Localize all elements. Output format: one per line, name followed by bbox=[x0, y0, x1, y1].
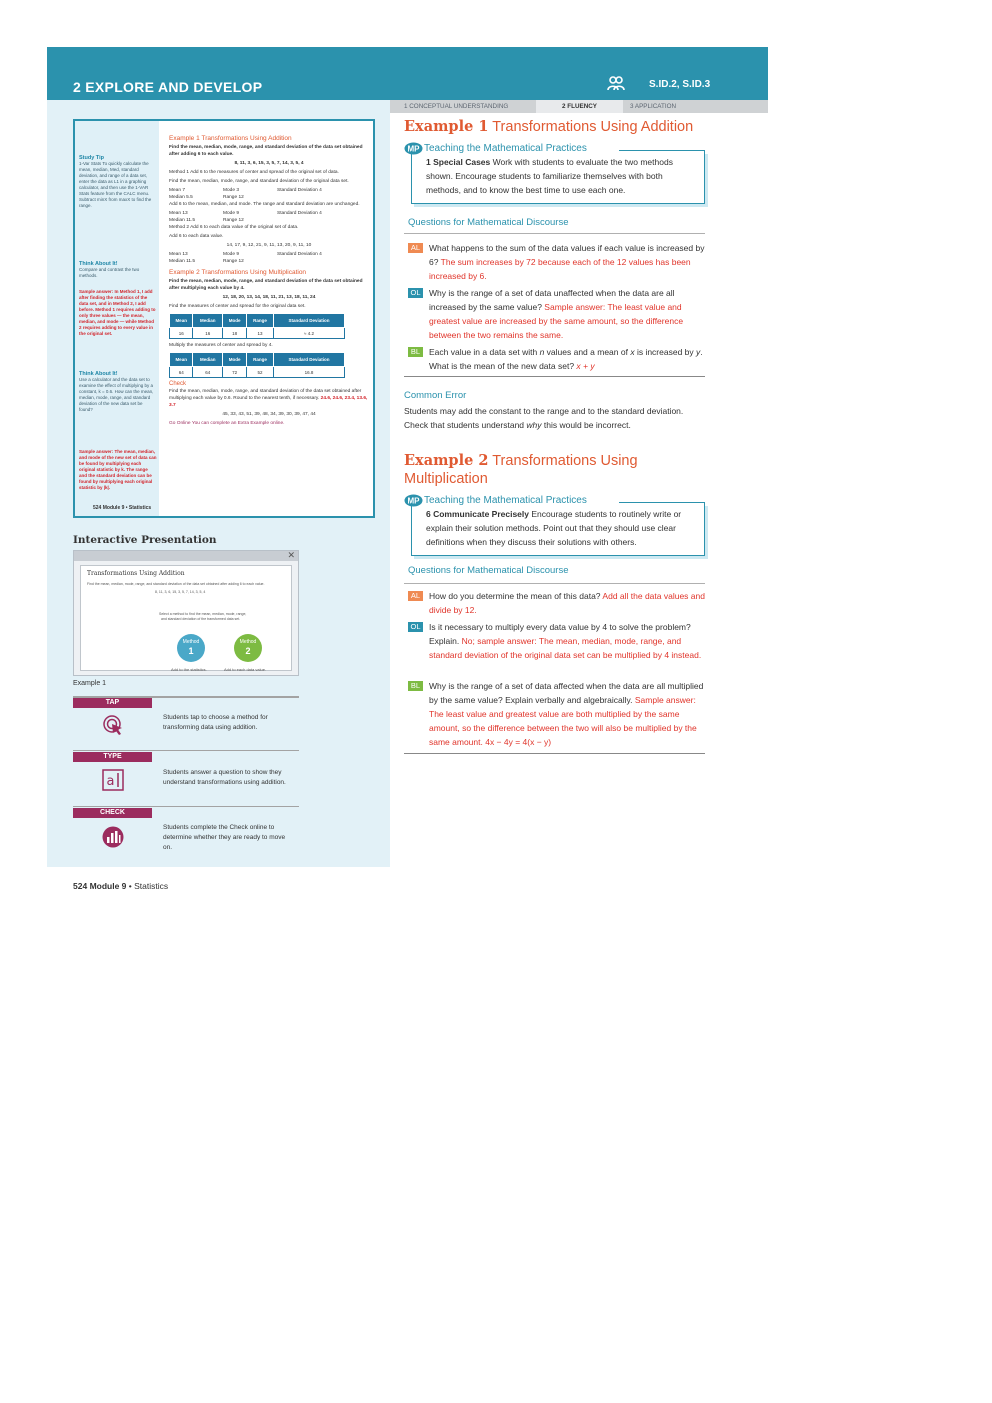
screen-caption: Example 1 bbox=[73, 680, 107, 687]
example-2-heading: Example 2 Transformations Using Multiplication bbox=[404, 452, 638, 487]
mp-box: 1 Special Cases Work with students to evaluate the two methods shown. Encourage students to familiarize themselves with both methods, and to know the best time to use each one. bbox=[411, 151, 705, 204]
section-banner bbox=[47, 47, 768, 100]
think-about-it-2: Think About It! Use a calculator and the data set to examine the effect of multiplying by a constant, k = 0.6. How can the mean, median, mode, range, and standard deviation of the new data set be found? bbox=[79, 371, 154, 412]
type-icon bbox=[102, 769, 124, 791]
think-about-it-1: Think About It! Compare and contrast the two methods. bbox=[79, 261, 140, 278]
close-icon[interactable]: ✕ bbox=[287, 550, 295, 560]
mp-title: Teaching the Mathematical Practices bbox=[424, 143, 587, 154]
interactive-presentation-title: Interactive Presentation bbox=[73, 534, 217, 546]
student-page-sidebar bbox=[75, 121, 159, 516]
step-application: 3 APPLICATION bbox=[630, 103, 677, 110]
tap-label: TAP bbox=[73, 698, 152, 708]
check-label: CHECK bbox=[73, 808, 152, 818]
mp-box: 6 Communicate Precisely Encourage students to routinely write or explain their solution methods. Point out that they should use clear definitions when they discuss their solutions with others. bbox=[411, 503, 705, 556]
example-1-heading: Example 1 Transformations Using Addition bbox=[404, 118, 694, 135]
question-ol: OL Is it necessary to multiply every data value by 4 to solve the problem? Explain. No; sample answer: The mean, median, mode, range, and standard deviation of the original data set can be multiplied by 4 instead. bbox=[408, 620, 705, 662]
stats-table-original: Mean Median Mode Range Standard Deviation 16 16 18 13 ≈ 4.2 bbox=[169, 313, 345, 339]
interactive-presentation-screen[interactable] bbox=[73, 550, 299, 676]
think-answer-2: Sample answer: The mean, median, and mode of the new set of data can be found by multiplying each original statistic by k. The range and the standard deviation can be found by multiplying each original statistic by |k|. bbox=[79, 449, 157, 490]
screen-content: Transformations Using Addition Find the mean, median, mode, range, and standard deviation of the data set obtained after adding 6 to each value. 8, 11, 3, 6, 15, 3, 5, 7, 14, 3, 5, 4 Select a method to find the mean, median, mode, range, and standard deviation of the transformed data set. Method 1 Method 2 Add to the statistics. Add to each data value. bbox=[80, 565, 292, 671]
step-fluency: 2 FLUENCY bbox=[536, 100, 623, 113]
student-page-footer: 524 Module 9 • Statistics bbox=[93, 505, 152, 511]
question-al: AL How do you determine the mean of this data? Add all the data values and divide by 12. bbox=[408, 589, 705, 617]
tools-rule bbox=[73, 750, 299, 751]
question-al: AL What happens to the sum of the data values if each value is increased by 6? The sum increases by 72 because each of the 12 values has been increased by 6. bbox=[408, 241, 705, 283]
student-page-thumbnail bbox=[73, 119, 375, 518]
discourse-heading: Questions for Mathematical Discourse bbox=[408, 565, 569, 576]
svg-text:a: a bbox=[106, 774, 115, 789]
common-error-text: Students may add the constant to the range and to the standard deviation. Check that students understand why this would be incorrect. bbox=[404, 406, 684, 430]
study-tip: Study Tip 1-Var Stats To quickly calculate the mean, median, Med, standard deviation, and range of a data set, enter the data as L1 in a graphing calculator, and then use the 1-VAR Stats feature from the CALC menu. Subtract minX from maxX to find the range. bbox=[79, 155, 152, 208]
question-ol: OL Why is the range of a set of data unaffected when the data are all increased by the same value? Sample answer: The least value and greatest value are increased by the same amount, so the difference between the two remains the same. bbox=[408, 286, 705, 342]
stats-table-transformed: Mean Median Mode Range Standard Deviation 64 64 72 52 16.8 bbox=[169, 352, 345, 378]
think-answer-1: Sample answer: In Method 1, I add after finding the statistics of the data set, and in Method 2, I add before. Method 1 requires adding to only three values — the mean, median, and mode — while Method 2 requires adding to every value in the original set. bbox=[79, 289, 156, 336]
tap-description: Students tap to choose a method for transforming data using addition. bbox=[163, 714, 268, 731]
step-conceptual: 1 CONCEPTUAL UNDERSTANDING bbox=[404, 103, 509, 110]
question-bl: BL Why is the range of a set of data affected when the data are all multiplied by the same value? Explain verbally and algebraically. Sample answer: The least value and greatest value are both multiplied by the same amount, so the difference between the two will also be multiplied by the same amount. 4x − 4y = 4(x − y) bbox=[408, 679, 705, 749]
method-1-button[interactable]: Method 1 bbox=[177, 634, 205, 662]
question-bl: BL Each value in a data set with n values and a mean of x is increased by y. What is the mean of the new data set? x + y bbox=[408, 345, 705, 373]
page-footer: 524 Module 9 • Statistics bbox=[73, 881, 169, 891]
lesson-step-bar bbox=[390, 100, 768, 113]
svg-text:MP: MP bbox=[407, 144, 420, 154]
section-title: 2 EXPLORE AND DEVELOP bbox=[73, 79, 263, 95]
type-description: Students answer a question to show they understand transformations using addition. bbox=[163, 769, 286, 786]
mp-title: Teaching the Mathematical Practices bbox=[424, 495, 587, 506]
check-chart-icon bbox=[102, 826, 124, 848]
group-icon bbox=[607, 75, 625, 91]
discourse-heading: Questions for Mathematical Discourse bbox=[408, 217, 569, 228]
tools-rule bbox=[73, 806, 299, 807]
svg-text:MP: MP bbox=[407, 496, 420, 506]
standards-label: S.ID.2, S.ID.3 bbox=[649, 79, 711, 90]
type-label: TYPE bbox=[73, 752, 152, 762]
tap-icon bbox=[102, 714, 124, 736]
student-page-main: Example 1 Transformations Using Addition Find the mean, median, mode, range, and standard deviation of the data set obtained after adding 6 to each value. 8, 11, 3, 6, 15, 3, 5, 7, 14, 3, 5, 4 Method 1 Add 6 to the measures of center and spread of the original set of data. Find the mean, median, mode, range, and standard deviation of the original data set. Mean 7 Mode 3 Standard Deviation 4 Median 5.5 Range 12 Add 6 to the mean, median, and mode. The range and standard deviation are unchanged. Mean 13 Mode 9 Standard Deviation 4 Median 11.5 Range 12 Method 2 Add 6 to each data value of the original set of data. Add 6 to each data value. 14, 17, 9, 12, 21, 9, 11, 13, 20, 9, 11, 10 Mean 13 Mode 9 Standard Deviation 4 Median 11.5 Range 12 Example 2 Transformations Using Multiplication Find the mean, median, mode, range, and standard deviation of the data set obtained after multiplying each value by 4. 12, 18, 20, 13, 14, 18, 11, 21, 13, 18, 11, 24 Find the measures of center and spread for the original data set. Mean Median Mode Range Standard Deviation 16 16 18 13 ≈ 4.2 Multiply the measures of center and spread by 4. Mean Median Mode Range Standard Deviation 64 64 72 52 16.8 Check Find the mean, median, mode, range, and standard deviation of the data set obtained after multiplying each value by 0.6. Round to the nearest tenth, if necessary. 24.6, 24.6, 23.4, 13.6, 3.7 45, 33, 43, 51, 39, 48, 34, 39, 30, 39, 47, 44 Go Online You can complete an Extra Example online. bbox=[169, 135, 368, 426]
method-2-button[interactable]: Method 2 bbox=[234, 634, 262, 662]
screen-titlebar bbox=[74, 551, 298, 561]
check-description: Students complete the Check online to determine whether they are ready to move on. bbox=[163, 824, 286, 851]
common-error-heading: Common Error bbox=[404, 390, 467, 401]
